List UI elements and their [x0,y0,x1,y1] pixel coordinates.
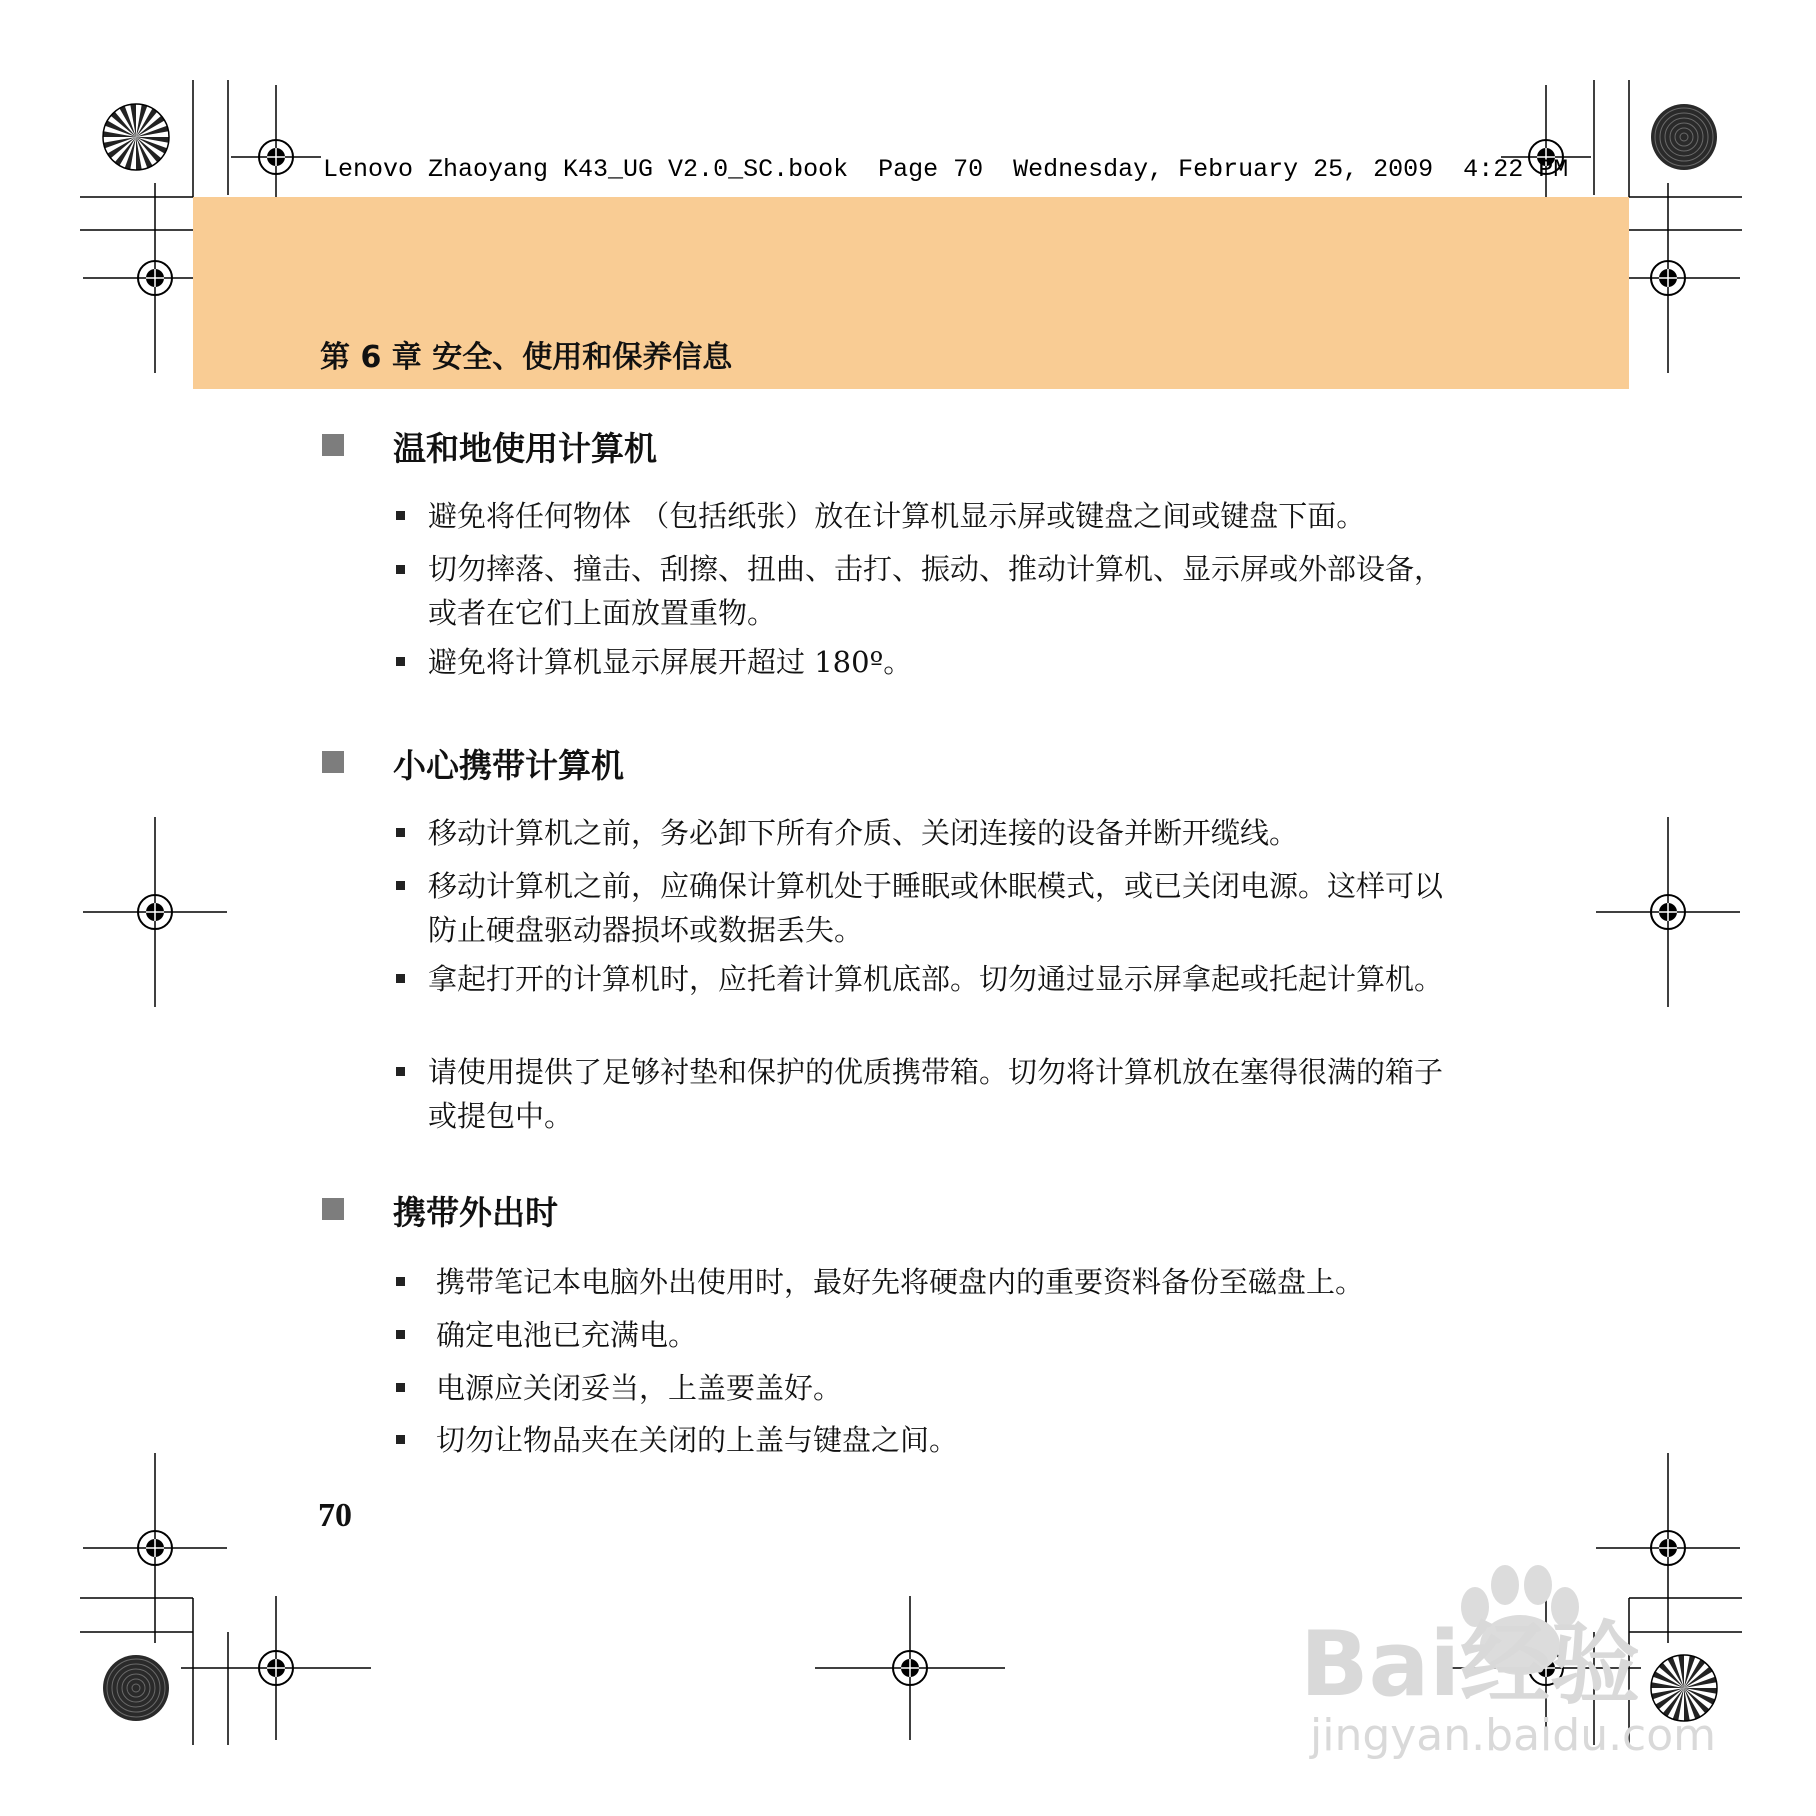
chapter-title: 第 6 章 安全、使用和保养信息 [320,340,733,375]
section-marker-icon [322,751,344,773]
bullet-icon [396,1067,405,1076]
watermark-logo: Bai经验 [1300,1612,1641,1717]
color-bar-icon [103,1655,169,1721]
page-number: 70 [318,1497,352,1534]
registration-target-icon [815,1596,1005,1740]
watermark-url: jingyan.baidu.com [1310,1710,1717,1761]
list-item-text: 切勿让物品夹在关闭的上盖与键盘之间。 [436,1423,959,1457]
list-item-text: 拿起打开的计算机时，应托着计算机底部。切勿通过显示屏拿起或托起计算机。 [428,962,1444,996]
color-bar-icon [1651,104,1717,170]
bullet-icon [396,1435,405,1444]
bullet-icon [396,881,405,890]
registration-target-icon [83,817,227,1007]
section-title: 小心携带计算机 [393,746,624,785]
bullet-icon [396,1383,405,1392]
list-item-text: 移动计算机之前，应确保计算机处于睡眠或休眠模式，或已关闭电源。这样可以防止硬盘驱动器损坏或数据丢失。 [428,869,1444,947]
bullet-icon [396,511,405,520]
list-item-text: 避免将任何物体 （包括纸张）放在计算机显示屏或键盘之间或键盘下面。 [428,499,1366,533]
bullet-icon [396,828,405,837]
list-item-text: 携带笔记本电脑外出使用时，最好先将硬盘内的重要资料备份至磁盘上。 [436,1265,1365,1299]
bullet-icon [396,1277,405,1286]
color-bar-icon [103,104,169,170]
section-marker-icon [322,434,344,456]
registration-target-icon [83,1453,227,1643]
section-marker-icon [322,1198,344,1220]
bullet-icon [396,565,405,574]
bullet-icon [396,974,405,983]
section-title: 携带外出时 [393,1193,558,1232]
list-item-text: 电源应关闭妥当，上盖要盖好。 [436,1371,843,1405]
bullet-icon [396,1330,405,1339]
registration-target-icon [181,1596,371,1740]
bullet-icon [396,657,405,666]
list-item-text: 切勿摔落、撞击、刮擦、扭曲、击打、振动、推动计算机、显示屏或外部设备，或者在它们上面放置重物。 [428,552,1444,630]
list-item-text: 请使用提供了足够衬垫和保护的优质携带箱。切勿将计算机放在塞得很满的箱子或提包中。 [428,1055,1444,1133]
section-title: 温和地使用计算机 [393,429,657,468]
list-item-text: 确定电池已充满电。 [436,1318,698,1352]
registration-target-icon [1596,817,1740,1007]
print-header: Lenovo Zhaoyang K43_UG V2.0_SC.book Page 70 Wednesday, February 25, 2009 4:22 PM [323,155,1569,184]
list-item-text: 避免将计算机显示屏展开超过 180º。 [428,645,913,679]
baidu-watermark [1290,1545,1740,1765]
list-item-text: 移动计算机之前，务必卸下所有介质、关闭连接的设备并断开缆线。 [428,816,1299,850]
